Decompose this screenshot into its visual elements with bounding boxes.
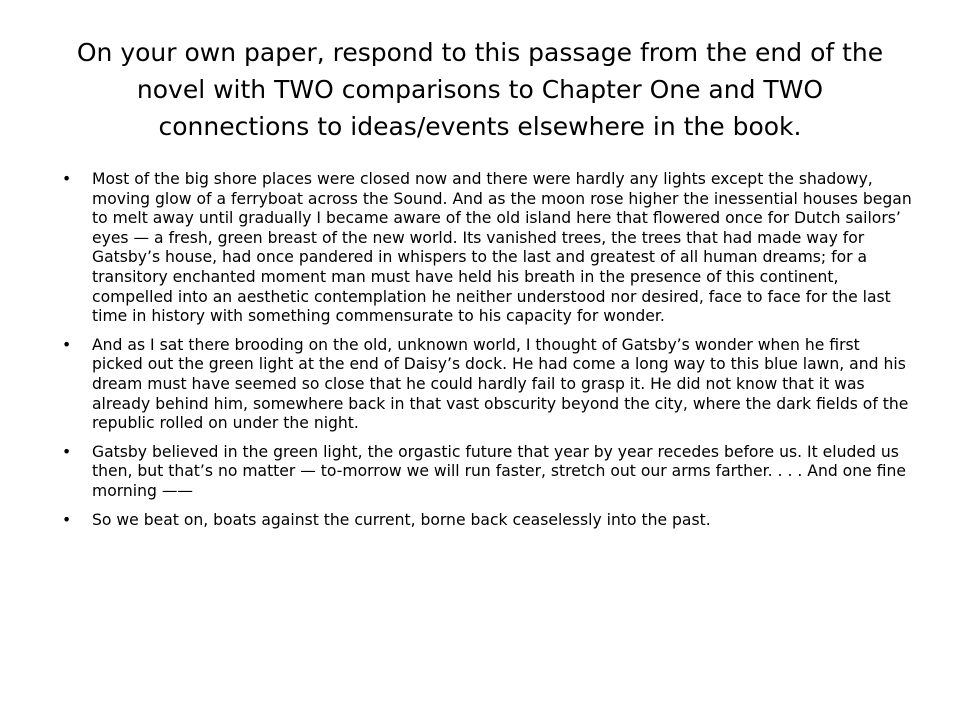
bullet-text: Gatsby believed in the green light, the orgastic future that year by year recedes before us. It eluded us then, but that’s no matter — to-morrow we will run faster, stretch out our arms farther. . . . And one fine morning —— [92,442,906,500]
passage-bullet-4 [62,511,914,531]
bullet-text: Most of the big shore places were closed now and there were hardly any lights except the shadowy, moving glow of a ferryboat across the Sound. And as the moon rose higher the inessential houses began to melt away until gradually I became aware of the old island here that flowered once for Dutch sailors’ eyes — a fresh, green breast of the new world. Its vanished trees, the trees that had made way for Gatsby’s house, had once pandered in whispers to the last and greatest of all human dreams; for a transitory enchanted moment man must have held his breath in the presence of this continent, compelled into an aesthetic contemplation he neither understood nor desired, face to face for the last time in history with something commensurate to his capacity for wonder. [92,170,912,326]
passage-bullet-3 [62,443,914,502]
bullet-dot-icon: • [62,170,72,188]
passage-bullet-list [62,170,914,539]
slide-title: On your own paper, respond to this passage from the end of the novel with TWO comparisons to Chapter One and TWO connections to ideas/events elsewhere in the book. [76,38,884,141]
passage-bullet-2 [62,336,914,434]
passage-bullet-1 [62,170,914,327]
bullet-text: And as I sat there brooding on the old, unknown world, I thought of Gatsby’s wonder when he first picked out the green light at the end of Daisy’s dock. He had come a long way to this blue lawn, and his dream must have seemed so close that he could hardly fail to grasp it. He did not know that it was already behind him, somewhere back in that vast obscurity beyond the city, where the dark fields of the republic rolled on under the night. [92,335,909,433]
bullet-text: So we beat on, boats against the current, borne back ceaselessly into the past. [92,510,711,529]
bullet-dot-icon: • [62,335,72,354]
bullet-dot-icon: • [62,510,72,529]
bullet-dot-icon: • [62,442,72,461]
